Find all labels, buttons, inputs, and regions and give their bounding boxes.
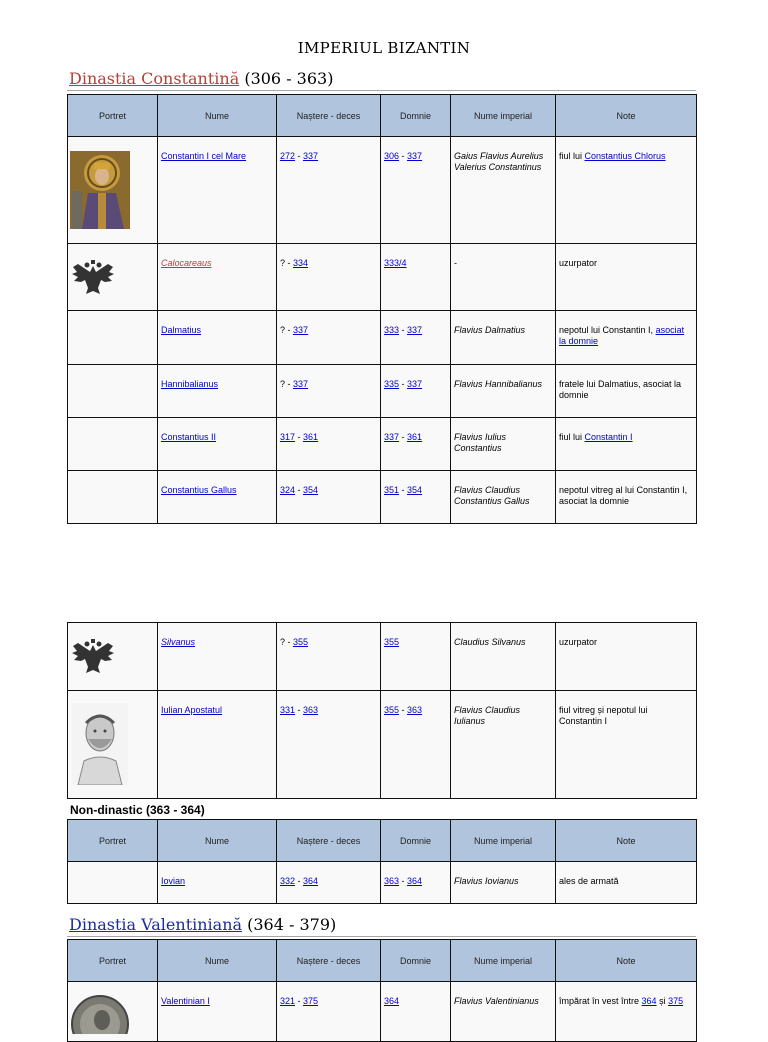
birth-unknown: ? - [280,258,294,268]
reign-start-link[interactable]: 355 [384,705,400,715]
reign-start-link[interactable]: 333 [384,325,400,335]
name-link[interactable]: Constantius II [161,432,217,442]
imperial-name: Flavius Valentinianus [454,996,539,1006]
name-link[interactable]: Dalmatius [161,325,202,335]
section-years: (364 - 379) [242,915,337,934]
birth-year-link[interactable]: 317 [280,432,296,442]
separator: - [399,325,408,335]
reign-start-link[interactable]: 337 [384,432,400,442]
constantin-mosaic-portrait [70,151,130,229]
imperial-name: Flavius Iulius Constantius [454,432,507,453]
name-link[interactable]: Constantin I cel Mare [161,151,247,161]
birth-year-link[interactable]: 332 [280,876,296,886]
header-nume: Nume [158,820,277,862]
portrait-cell [68,137,158,244]
birth-unknown: ? - [280,379,294,389]
header-nume-imperial: Nume imperial [451,940,556,982]
reign-end-link[interactable]: 337 [407,325,423,335]
portrait-cell [68,982,158,1042]
table-row [68,623,697,691]
imperial-name: Flavius Claudius Constantius Gallus [454,485,530,506]
death-year-link[interactable]: 355 [293,637,309,647]
name-link[interactable]: Calocareaus [161,258,212,268]
reign-start-link[interactable]: 363 [384,876,400,886]
separator: - [295,705,304,715]
reign-end-link[interactable]: /4 [399,258,407,268]
table-row [68,471,697,524]
note-text: ales de armată [559,876,619,886]
death-year-link[interactable]: 334 [293,258,309,268]
note-text: și [656,996,669,1006]
header-domnie: Domnie [381,940,451,982]
birth-year-link[interactable]: 324 [280,485,296,495]
iulian-bust-portrait [72,703,128,785]
header-nume: Nume [158,940,277,982]
header-nastere: Naștere - deces [277,820,381,862]
note-text: nepotul vitreg al lui Constantin I, asociat la domnie [559,485,688,506]
section-years: (306 - 363) [239,69,334,88]
portrait-cell [68,418,158,471]
header-nume-imperial: Nume imperial [451,820,556,862]
note-link[interactable]: 364 [641,996,657,1006]
portrait-cell [68,862,158,904]
table-row [68,311,697,365]
birth-unknown: ? - [280,637,294,647]
separator: - [399,705,408,715]
death-year-link[interactable]: 354 [303,485,319,495]
death-year-link[interactable]: 337 [293,325,309,335]
table-row [68,982,697,1042]
header-domnie: Domnie [381,820,451,862]
reign-end-link[interactable]: 337 [407,151,423,161]
imperial-name: Flavius Claudius Iulianus [454,705,521,726]
death-year-link[interactable]: 363 [303,705,319,715]
table-constantina [67,94,697,524]
header-portret: Portret [68,940,158,982]
reign-start-link[interactable]: 364 [384,996,400,1006]
note-link[interactable]: Constantius Chlorus [584,151,666,161]
imperial-name: Gaius Flavius Aurelius Valerius Constantinus [454,151,544,172]
portrait-cell [68,623,158,691]
table-row [68,862,697,904]
imperial-name: Flavius Dalmatius [454,325,526,335]
reign-start-link[interactable]: 335 [384,379,400,389]
portrait-cell [68,311,158,365]
separator: - [295,432,304,442]
death-year-link[interactable]: 337 [293,379,309,389]
death-year-link[interactable]: 364 [303,876,319,886]
note-link[interactable]: 375 [668,996,684,1006]
imperial-name: Claudius Silvanus [454,637,526,647]
separator: - [399,485,408,495]
header-nastere: Naștere - deces [277,940,381,982]
name-link[interactable]: Valentinian I [161,996,210,1006]
imperial-name: Flavius Hannibalianus [454,379,543,389]
separator: - [295,151,304,161]
portrait-cell [68,365,158,418]
imperial-name: - [454,258,457,268]
section-heading-constantina [69,69,333,88]
separator: - [399,379,408,389]
reign-end-link[interactable]: 363 [407,705,423,715]
note-link[interactable]: asociat la domnie [559,325,685,346]
note-text: uzurpator [559,637,598,647]
note-text: fiul lui [559,151,585,161]
portrait-cell [68,471,158,524]
table-valentiniana [67,939,697,1042]
table-header-row [68,820,697,862]
note-text: fiul lui [559,432,585,442]
table-row [68,418,697,471]
heading-rule [67,90,696,91]
header-portret: Portret [68,820,158,862]
death-year-link[interactable]: 375 [303,996,319,1006]
note-link[interactable]: Constantin I [584,432,633,442]
separator: - [295,876,304,886]
valentinian-coin-portrait [70,994,130,1034]
table-non-dinastic [67,819,697,904]
name-link[interactable]: Iovian [161,876,186,886]
header-nastere: Naștere - deces [277,95,381,137]
table-row [68,137,697,244]
name-link[interactable]: Constantius Gallus [161,485,237,495]
reign-start-link[interactable]: 355 [384,637,400,647]
note-text: fiul vitreg și nepotul lui Constantin I [559,705,648,726]
reign-end-link[interactable]: 364 [407,876,423,886]
reign-end-link[interactable]: 361 [407,432,423,442]
double-headed-eagle-icon [70,637,116,677]
dinastia-constantina-link[interactable]: Dinastia Constantină [69,69,240,88]
reign-start-link[interactable]: 333 [384,258,400,268]
header-note: Note [556,940,697,982]
header-note: Note [556,95,697,137]
table-constantina-continued [67,622,697,799]
name-link[interactable]: Iulian Apostatul [161,705,223,715]
table-row [68,365,697,418]
name-link[interactable]: Silvanus [161,637,196,647]
heading-rule [67,936,696,937]
dinastia-valentiniana-link[interactable]: Dinastia Valentiniană [69,915,243,934]
table-header-row [68,940,697,982]
table-header-row [68,95,697,137]
portrait-cell [68,244,158,311]
note-text: fratele lui Dalmatius, asociat la domnie [559,379,682,400]
death-year-link[interactable]: 361 [303,432,319,442]
note-text: împărat în vest între [559,996,642,1006]
birth-unknown: ? - [280,325,294,335]
page-title: IMPERIUL BIZANTIN [297,39,471,57]
table-row [68,691,697,799]
section-heading-valentiniana [69,915,336,934]
header-nume: Nume [158,95,277,137]
name-link[interactable]: Hannibalianus [161,379,219,389]
reign-start-link[interactable]: 351 [384,485,400,495]
separator: - [295,485,304,495]
reign-end-link[interactable]: 354 [407,485,423,495]
note-text: nepotul lui Constantin I, [559,325,656,335]
reign-end-link[interactable]: 337 [407,379,423,389]
separator: - [399,876,408,886]
imperial-name: Flavius Iovianus [454,876,519,886]
header-note: Note [556,820,697,862]
header-portret: Portret [68,95,158,137]
birth-year-link[interactable]: 321 [280,996,296,1006]
separator: - [399,151,408,161]
separator: - [399,432,408,442]
header-nume-imperial: Nume imperial [451,95,556,137]
death-year-link[interactable]: 337 [303,151,319,161]
section-heading-non-dinastic: Non-dinastic (363 - 364) [70,803,205,817]
portrait-cell [68,691,158,799]
header-domnie: Domnie [381,95,451,137]
reign-start-link[interactable]: 306 [384,151,400,161]
birth-year-link[interactable]: 331 [280,705,296,715]
table-row [68,244,697,311]
double-headed-eagle-icon [70,258,116,298]
birth-year-link[interactable]: 272 [280,151,296,161]
separator: - [295,996,304,1006]
note-text: uzurpator [559,258,598,268]
